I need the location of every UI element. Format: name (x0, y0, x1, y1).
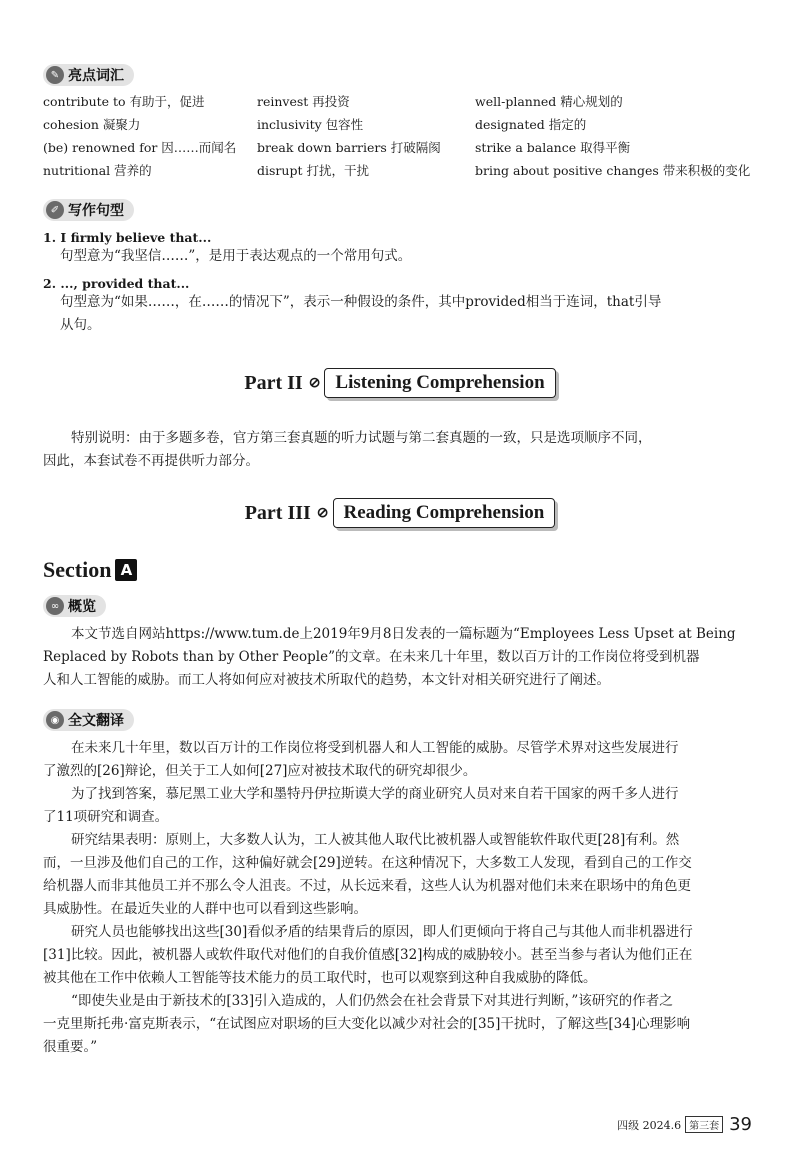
sentence-heading: 1. I firmly believe that... (43, 230, 212, 245)
translation-header (43, 709, 134, 731)
sentence-header (43, 199, 134, 221)
sentence-line: 句型意为“如果……，在……的情况下”，表示一种假设的条件，其中provided相当于连词，that引导 (60, 294, 662, 310)
translation-line: 为了找到答案，慕尼黑工业大学和墨特丹伊拉斯谟大学的商业研究人员对来自若干国家的两千多人进行 (71, 786, 679, 802)
chevron-right-icon: ⊘ (308, 375, 321, 391)
translation-line: 而，一旦涉及他们自己的工作，这种偏好就会[29]逆转。在这种情况下，大多数工人发现，看到自己的工作交 (43, 855, 692, 871)
overview-header (43, 595, 106, 617)
glasses-icon: ∞ (46, 597, 64, 615)
part-3-title: Reading Comprehension (333, 498, 556, 528)
translation-line: 具威胁性。在最近失业的人群中也可以看到这些影响。 (43, 901, 367, 917)
vocab-item: break down barriers 打破隔阂 (257, 140, 441, 155)
translation-line: 被其他在工作中依赖人工智能等技术能力的员工取代时，也可以观察到这种自我威胁的降低。 (43, 970, 597, 986)
vocab-row (43, 92, 763, 115)
translation-line: 了11项研究和调查。 (43, 809, 169, 825)
translation-line: 研究结果表明：原则上，大多数人认为，工人被其他人取代比被机器人或智能软件取代更[28]有利。然 (71, 832, 680, 848)
sentence-line: 从句。 (60, 317, 101, 333)
sentence-header-title: 写作句型 (68, 203, 124, 219)
sentence-line: 句型意为“我坚信……”，是用于表达观点的一个常用句式。 (60, 248, 412, 264)
overview-line: 本文节选自网站https://www.tum.de上2019年9月8日发表的一篇标题为“Employees Less Upset at Being (71, 626, 736, 642)
overview-line: Replaced by Robots than by Other People”的文章。在未来几十年里，数以百万计的工作岗位将受到机器 (43, 649, 700, 665)
listening-note (43, 450, 757, 473)
vocab-row (43, 161, 763, 184)
vocab-item: designated 指定的 (475, 117, 587, 132)
vocab-item: reinvest 再投资 (257, 94, 350, 109)
magazine-issue: 四级 2024.6 (617, 1118, 682, 1132)
set-tag: 第三套 (685, 1116, 723, 1133)
pen-icon: ✐ (46, 201, 64, 219)
overview-line: 人和人工智能的威胁。而工人将如何应对被技术所取代的趋势，本文针对相关研究进行了阐述。 (43, 672, 610, 688)
vocab-header-title: 亮点词汇 (68, 68, 124, 84)
vocab-row (43, 115, 763, 138)
translation-paragraph (43, 737, 757, 1059)
listening-note (43, 427, 757, 450)
translation-line: 很重要。” (43, 1039, 98, 1055)
translation-line: 了激烈的[26]辩论，但关于工人如何[27]应对被技术取代的研究却很少。 (43, 763, 477, 779)
vocab-item: nutritional 营养的 (43, 163, 152, 178)
section-letter: A (115, 559, 137, 581)
part-3-number: Part III (244, 501, 311, 524)
part-3-heading (0, 496, 800, 530)
vocab-item: strike a balance 取得平衡 (475, 140, 631, 155)
part-2-heading (0, 366, 800, 400)
vocab-item: (be) renowned for 因……而闻名 (43, 140, 237, 155)
globe-icon: ◉ (46, 711, 64, 729)
part-2-title: Listening Comprehension (324, 368, 555, 398)
part-2-number: Part II (244, 371, 303, 394)
vocab-item: well-planned 精心规划的 (475, 94, 623, 109)
page-footer (617, 1114, 752, 1135)
chevron-right-icon: ⊘ (316, 505, 329, 521)
overview-header-title: 概览 (68, 599, 96, 615)
translation-line: [31]比较。因此，被机器人或软件取代对他们的自我价值感[32]构成的威胁较小。甚至当参与者认为他们正在 (43, 947, 693, 963)
vocab-item: contribute to 有助于，促进 (43, 94, 205, 109)
vocab-row (43, 138, 763, 161)
translation-line: “即使失业是由于新技术的[33]引入造成的，人们仍然会在社会背景下对其进行判断，”该研究的作者之 (71, 993, 673, 1009)
sentence-explanation (60, 245, 760, 268)
vocab-item: bring about positive changes 带来积极的变化 (475, 163, 751, 178)
vocab-item: inclusivity 包容性 (257, 117, 364, 132)
page-number: 39 (729, 1114, 752, 1135)
book-icon: ✎ (46, 66, 64, 84)
section-label: Section (43, 557, 112, 582)
listening-note-line: 因此，本套试卷不再提供听力部分。 (43, 453, 259, 469)
translation-line: 给机器人而非其他员工并不那么令人沮丧。不过，从长远来看，这些人认为机器对他们未来在职场中的角色更 (43, 878, 691, 894)
translation-header-title: 全文翻译 (68, 713, 124, 729)
translation-line: 研究人员也能够找出这些[30]看似矛盾的结果背后的原因，即人们更倾向于将自己与其他人而非机器进行 (71, 924, 693, 940)
sentence-explanation (60, 291, 760, 337)
vocab-item: disrupt 打扰，干扰 (257, 163, 369, 178)
section-title (43, 557, 137, 583)
translation-line: 在未来几十年里，数以百万计的工作岗位将受到机器人和人工智能的威胁。尽管学术界对这些发展进行 (71, 740, 679, 756)
listening-note-line: 特别说明：由于多题多卷，官方第三套真题的听力试题与第二套真题的一致，只是选项顺序不同， (71, 430, 652, 446)
sentence-heading: 2. ..., provided that... (43, 276, 190, 291)
vocab-header (43, 64, 134, 86)
translation-line: 一克里斯托弗·富克斯表示，“在试图应对职场的巨大变化以减少对社会的[35]干扰时，了解这些[34]心理影响 (43, 1016, 691, 1032)
vocab-item: cohesion 凝聚力 (43, 117, 141, 132)
overview-paragraph (43, 623, 757, 692)
vocab-table (43, 92, 763, 184)
